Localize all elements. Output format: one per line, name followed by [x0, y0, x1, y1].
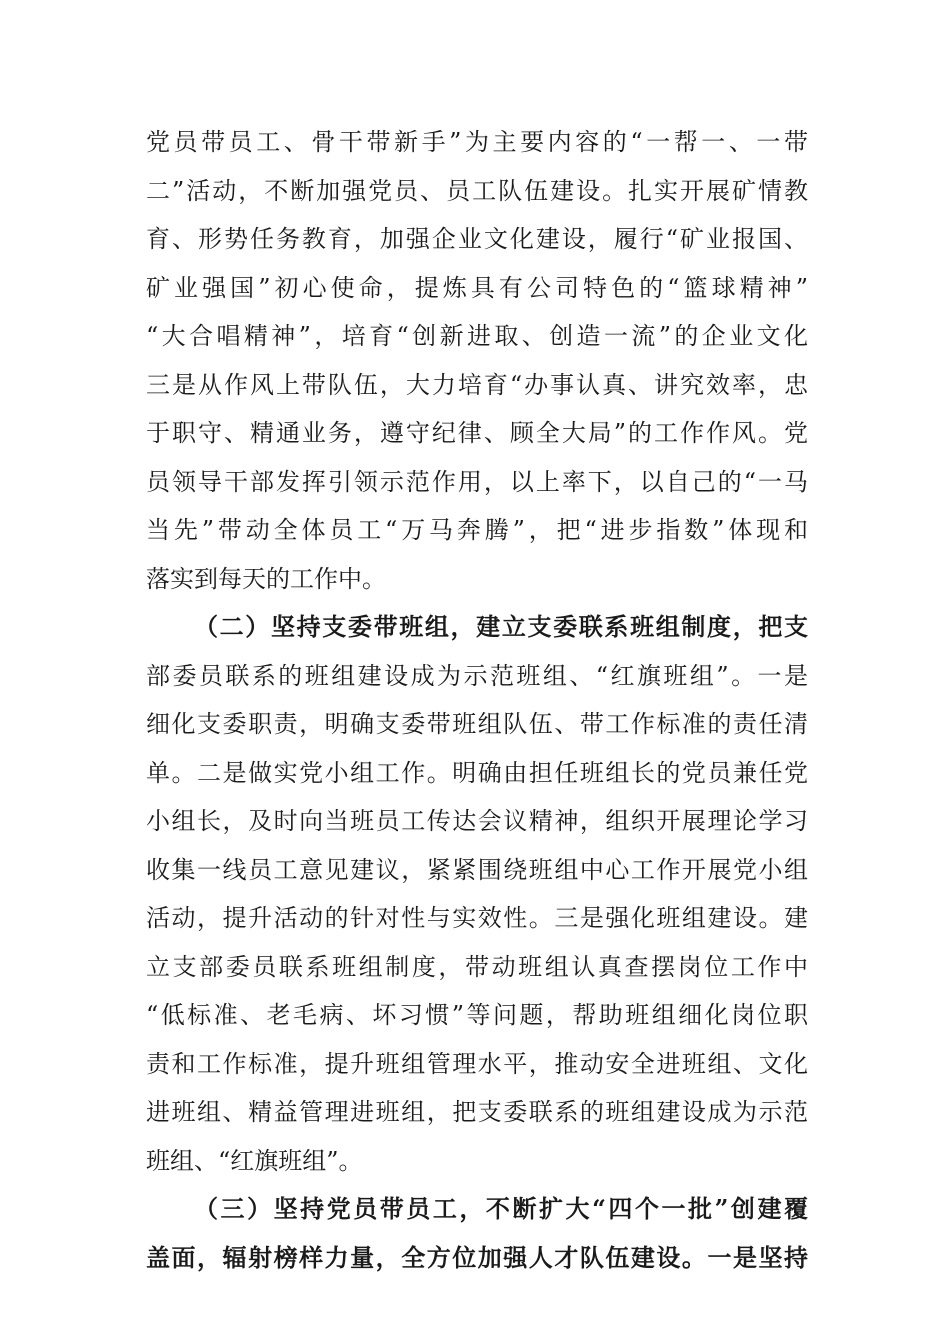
text-line: 班组、“红旗班组”。 — [146, 1146, 363, 1175]
text-line: 责和工作标准，提升班组管理水平，推动安全进班组、文化 — [146, 1049, 808, 1078]
text-line: 党员带员工、骨干带新手”为主要内容的“一帮一、一带 — [146, 128, 808, 156]
text-line: （三）坚持党员带员工，不断扩大“四个一批”创建覆 — [194, 1194, 808, 1223]
text-line: （二）坚持支委带班组，建立支委联系班组制度，把支 — [194, 612, 808, 641]
text-line: 矿业强国”初心使命，提炼具有公司特色的“篮球精神” — [146, 273, 808, 302]
text-line: 员领导干部发挥引领示范作用，以上率下，以自己的“一马 — [146, 467, 808, 496]
text-line: 当先”带动全体员工“万马奔腾”，把“进步指数”体现和 — [146, 516, 808, 544]
text-line: 活动，提升活动的针对性与实效性。三是强化班组建设。建 — [146, 904, 808, 932]
text-line: 收集一线员工意见建议，紧紧围绕班组中心工作开展党小组 — [146, 855, 808, 884]
text-line: 于职守、精通业务，遵守纪律、顾全大局”的工作作风。党 — [146, 419, 808, 447]
text-line: 落实到每天的工作中。 — [146, 564, 386, 593]
text-line: 三是从作风上带队伍，大力培育“办事认真、讲究效率，忠 — [146, 370, 808, 399]
text-line: “低标准、老毛病、坏习惯”等问题，帮助班组细化岗位职 — [146, 1001, 808, 1029]
body-text — [146, 118, 808, 1282]
text-line: 育、形势任务教育，加强企业文化建设，履行“矿业报国、 — [146, 225, 808, 253]
text-line: 盖面，辐射榜样力量，全方位加强人才队伍建设。一是坚持 — [146, 1242, 808, 1272]
text-line: 小组长，及时向当班员工传达会议精神，组织开展理论学习 — [146, 807, 808, 835]
text-line: 二”活动，不断加强党员、员工队伍建设。扎实开展矿情教 — [146, 176, 808, 205]
text-line: 部委员联系的班组建设成为示范班组、“红旗班组”。一是 — [146, 661, 808, 690]
text-line: 细化支委职责，明确支委带班组队伍、带工作标准的责任清 — [146, 710, 808, 738]
text-line: “大合唱精神”，培育“创新进取、创造一流”的企业文化 — [146, 322, 808, 350]
text-line: 进班组、精益管理进班组，把支委联系的班组建设成为示范 — [146, 1098, 808, 1126]
text-line: 立支部委员联系班组制度，带动班组认真查摆岗位工作中 — [146, 952, 808, 981]
text-line: 单。二是做实党小组工作。明确由担任班组长的党员兼任党 — [146, 758, 808, 787]
